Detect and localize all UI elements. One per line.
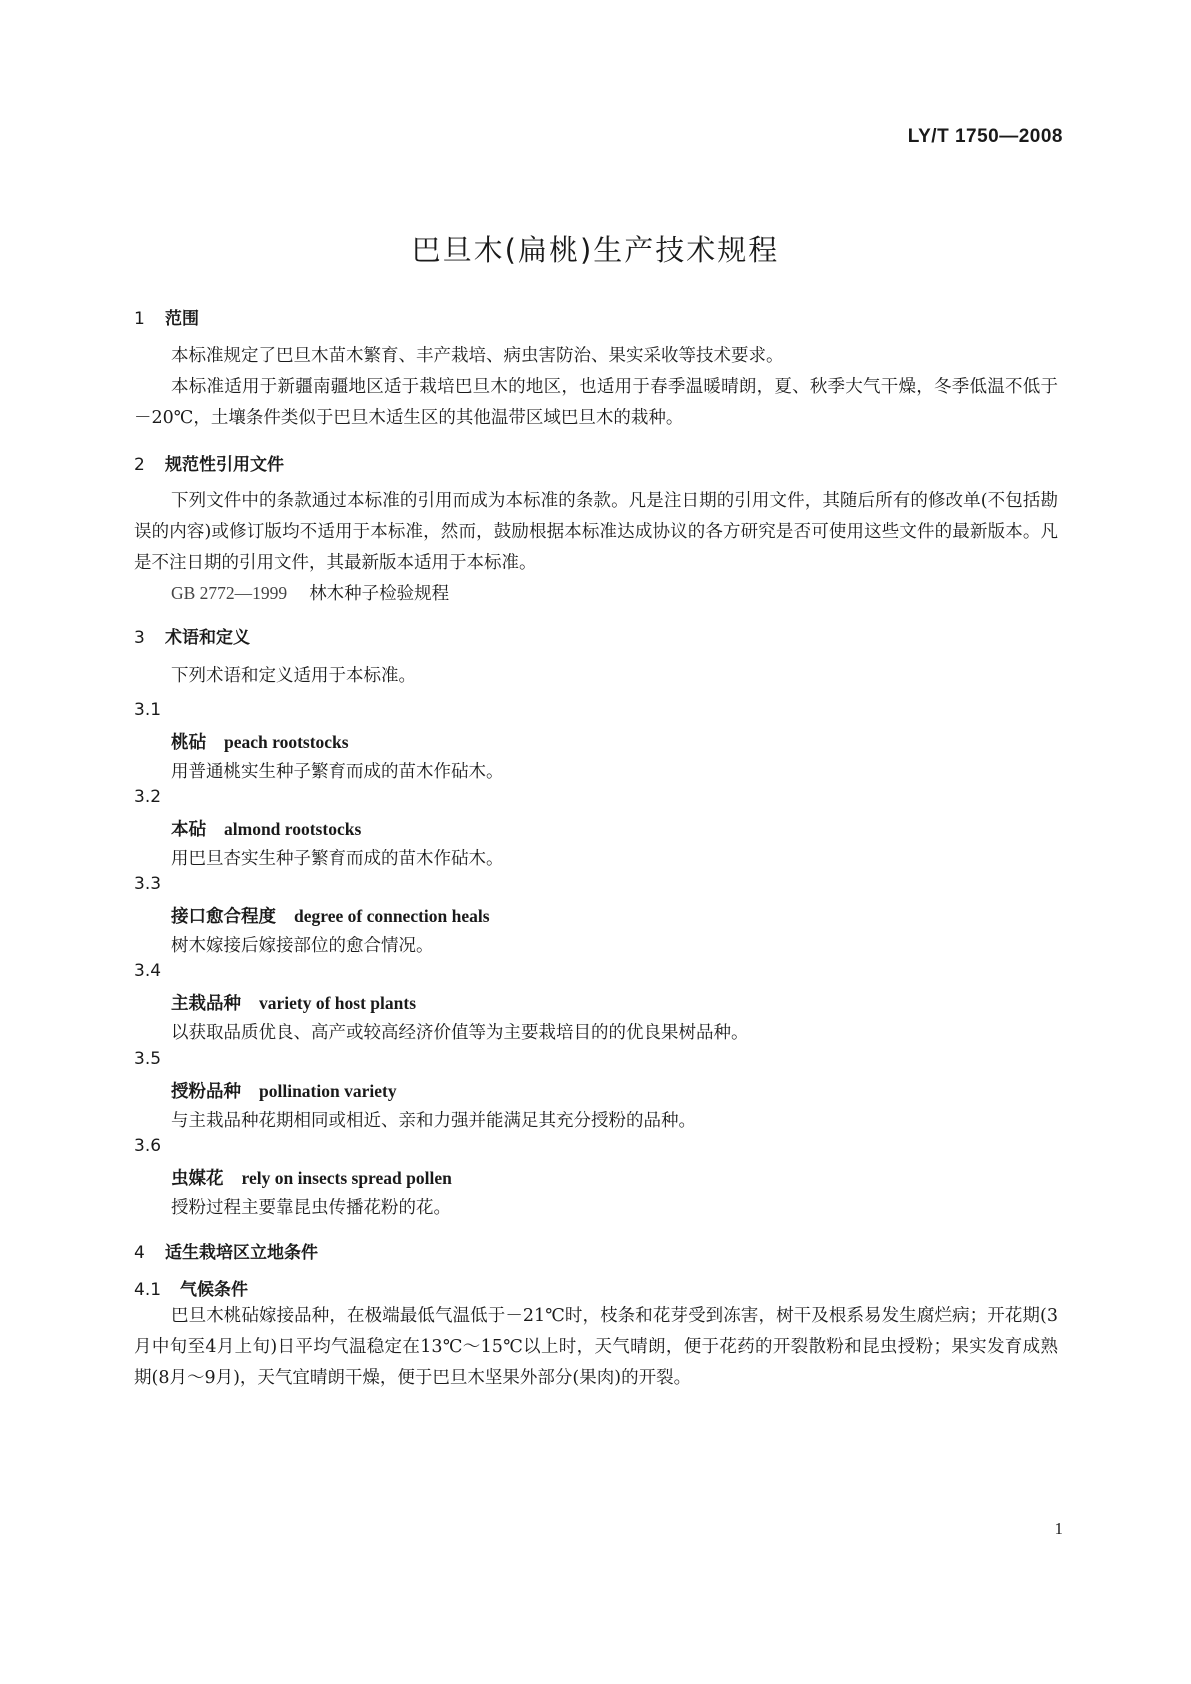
term-en: peach rootstocks xyxy=(224,732,349,752)
section-1-heading xyxy=(134,304,199,329)
standard-number: LY/T 1750—2008 xyxy=(907,126,1063,147)
term-en: almond rootstocks xyxy=(224,819,362,839)
term-zh: 主栽品种 xyxy=(171,994,241,1014)
term-definition: 授粉过程主要靠昆虫传播花粉的花。 xyxy=(171,1198,451,1218)
subsection-4-1-heading xyxy=(134,1275,248,1300)
section-title: 范围 xyxy=(165,309,199,329)
term-heading xyxy=(171,903,490,928)
term-heading xyxy=(171,1165,452,1190)
section-2-heading xyxy=(134,450,284,475)
term-number: 3.4 xyxy=(134,961,162,981)
term-zh: 虫媒花 xyxy=(171,1169,224,1189)
section-number: 3 xyxy=(134,628,145,648)
section-number: 4 xyxy=(134,1243,145,1263)
term-heading xyxy=(171,1078,397,1103)
term-number: 3.2 xyxy=(134,787,162,807)
section-title: 适生栽培区立地条件 xyxy=(165,1243,318,1263)
term-zh: 桃砧 xyxy=(171,733,206,753)
section-3-heading xyxy=(134,623,250,648)
term-en: degree of connection heals xyxy=(294,906,490,926)
term-definition: 与主栽品种花期相同或相近、亲和力强并能满足其充分授粉的品种。 xyxy=(171,1111,696,1131)
term-number: 3.6 xyxy=(134,1136,162,1156)
subsection-4-1-paragraph: 巴旦木桃砧嫁接品种，在极端最低气温低于－21℃时，枝条和花芽受到冻害，树干及根系易发生腐烂病；开花期(3月中旬至4月上旬)日平均气温稳定在13℃～15℃以上时，天气晴朗，便于花药的开裂散粉和昆虫授粉；果实发育成熟期(8月～9月)，天气宜晴朗干燥，便于巴旦木坚果外部分(果肉)的开裂。 xyxy=(134,1306,1058,1388)
term-en: pollination variety xyxy=(259,1081,397,1101)
reference-title: 林木种子检验规程 xyxy=(309,584,450,604)
term-en: rely on insects spread pollen xyxy=(241,1168,452,1188)
term-definition: 用巴旦杏实生种子繁育而成的苗木作砧木。 xyxy=(171,849,504,869)
section-number: 2 xyxy=(134,455,145,475)
subsection-title: 气候条件 xyxy=(180,1280,248,1300)
section-title: 规范性引用文件 xyxy=(165,455,284,475)
term-number: 3.3 xyxy=(134,874,162,894)
term-en: variety of host plants xyxy=(259,993,417,1013)
term-heading xyxy=(171,990,416,1015)
section-3-intro: 下列术语和定义适用于本标准。 xyxy=(171,666,416,686)
term-zh: 授粉品种 xyxy=(171,1082,241,1102)
section-number: 1 xyxy=(134,309,145,329)
page-number: 1 xyxy=(1054,1519,1063,1538)
term-zh: 接口愈合程度 xyxy=(171,907,276,927)
term-heading xyxy=(171,816,361,841)
term-definition: 以获取品质优良、高产或较高经济价值等为主要栽培目的的优良果树品种。 xyxy=(171,1023,749,1043)
normative-reference xyxy=(171,580,449,605)
term-heading xyxy=(171,729,349,754)
reference-number: GB 2772—1999 xyxy=(171,583,288,603)
term-zh: 本砧 xyxy=(171,820,206,840)
subsection-number: 4.1 xyxy=(134,1280,162,1300)
term-number: 3.5 xyxy=(134,1049,162,1069)
section-2-paragraph: 下列文件中的条款通过本标准的引用而成为本标准的条款。凡是注日期的引用文件，其随后所有的修改单(不包括勘误的内容)或修订版均不适用于本标准，然而，鼓励根据本标准达成协议的各方研究是否可使用这些文件的最新版本。凡是不注日期的引用文件，其最新版本适用于本标准。 xyxy=(134,491,1058,573)
section-4-heading xyxy=(134,1238,318,1263)
section-1-paragraph-1: 本标准规定了巴旦木苗木繁育、丰产栽培、病虫害防治、果实采收等技术要求。 xyxy=(171,346,784,366)
term-definition: 用普通桃实生种子繁育而成的苗木作砧木。 xyxy=(171,762,504,782)
document-title: 巴旦木(扁桃)生产技术规程 xyxy=(411,233,780,267)
term-number: 3.1 xyxy=(134,700,162,720)
section-title: 术语和定义 xyxy=(165,628,250,648)
term-definition: 树木嫁接后嫁接部位的愈合情况。 xyxy=(171,936,434,956)
section-1-paragraph-2: 本标准适用于新疆南疆地区适于栽培巴旦木的地区，也适用于春季温暖晴朗，夏、秋季大气干燥，冬季低温不低于－20℃，土壤条件类似于巴旦木适生区的其他温带区域巴旦木的栽种。 xyxy=(134,377,1058,428)
